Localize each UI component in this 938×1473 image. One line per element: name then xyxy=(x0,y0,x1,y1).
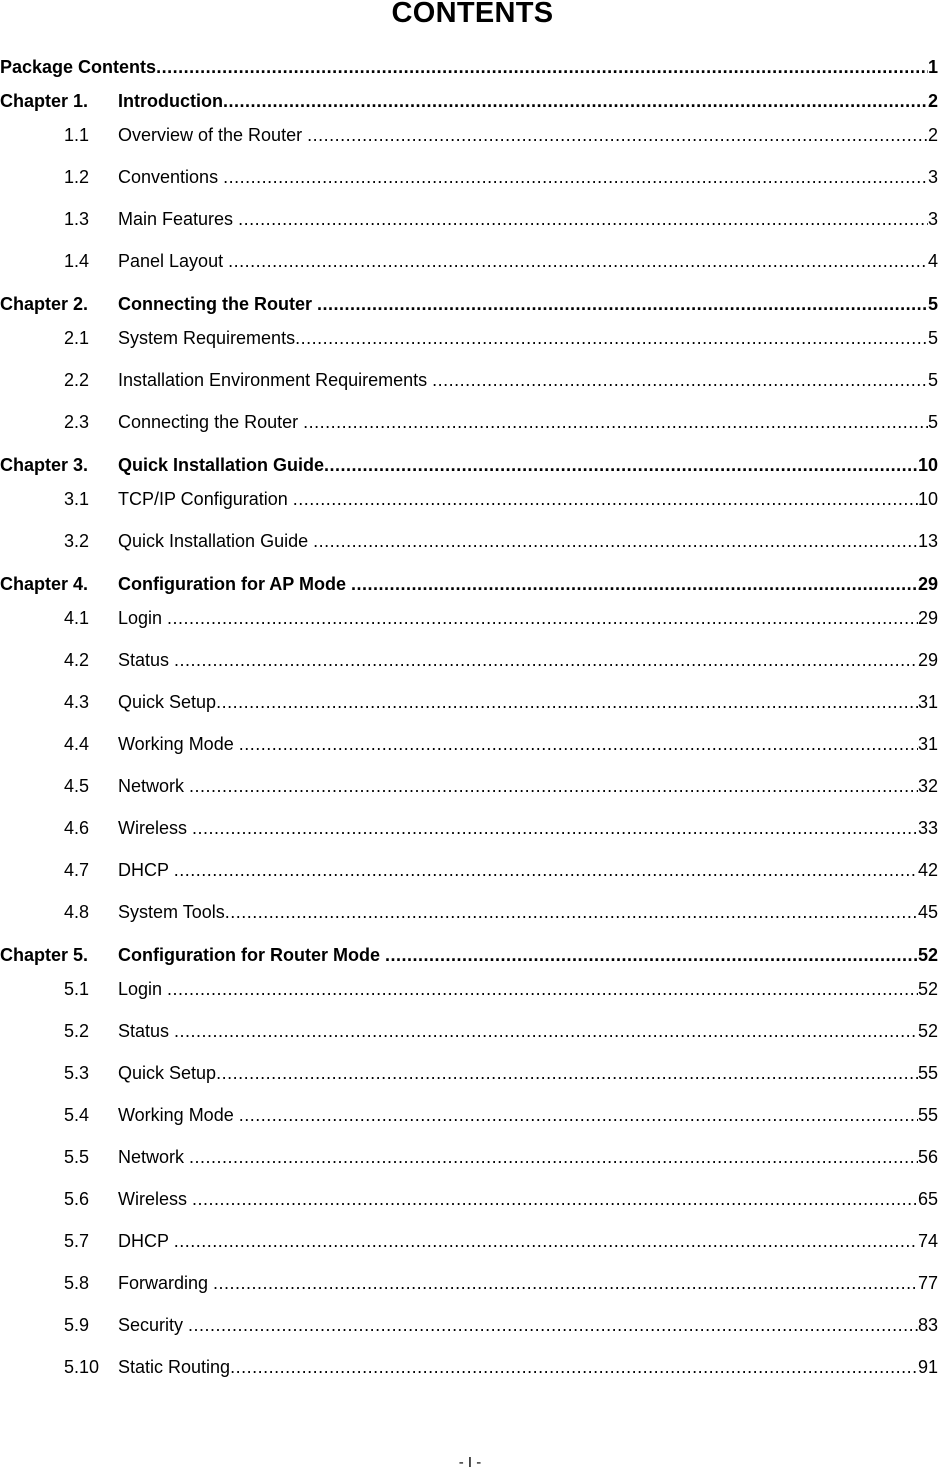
toc-entry-page-number: 52 xyxy=(917,979,938,999)
toc-entry-number: 4.2 xyxy=(64,650,90,670)
toc-section-entry[interactable] xyxy=(0,689,938,715)
toc-entry-leader-line xyxy=(118,528,938,554)
toc-section-entry[interactable] xyxy=(0,1186,938,1212)
toc-dot-leader xyxy=(156,54,928,80)
toc-entry-leader-line xyxy=(118,248,938,274)
toc-entry-label: Working Mode xyxy=(118,1105,239,1125)
toc-entry-leader-line xyxy=(118,605,938,631)
toc-entry-number: 5.8 xyxy=(64,1273,90,1293)
toc-entry-label: Wireless xyxy=(118,1189,193,1209)
toc-dot-leader xyxy=(174,1018,918,1044)
toc-entry-label: Introduction xyxy=(118,91,223,111)
toc-entry-number: 2.1 xyxy=(64,328,90,348)
toc-entry-label: Login xyxy=(118,608,168,628)
toc-entry-label: Forwarding xyxy=(118,1273,214,1293)
toc-entry-number: 5.3 xyxy=(64,1063,90,1083)
toc-entry-leader-line xyxy=(118,976,938,1002)
toc-section-entry[interactable] xyxy=(0,367,938,393)
toc-entry-label: Security xyxy=(118,1315,189,1335)
toc-dot-leader xyxy=(192,815,918,841)
toc-dot-leader xyxy=(293,486,918,512)
toc-dot-leader xyxy=(295,325,928,351)
toc-entry-number: 4.8 xyxy=(64,902,90,922)
toc-entry-label: Main Features xyxy=(118,209,239,229)
toc-entry-page-number: 55 xyxy=(917,1105,938,1125)
toc-entry-label: System Tools xyxy=(118,902,225,922)
toc-entry-leader-line xyxy=(118,325,938,351)
toc-entry-label: Network xyxy=(118,1147,190,1167)
toc-dot-leader xyxy=(313,528,918,554)
toc-entry-page-number: 31 xyxy=(917,692,938,712)
toc-entry-page-number: 29 xyxy=(917,608,938,628)
toc-dot-leader xyxy=(167,976,918,1002)
toc-entry-leader-line xyxy=(118,452,938,478)
toc-entry-number: 5.5 xyxy=(64,1147,90,1167)
toc-section-entry[interactable] xyxy=(0,647,938,673)
toc-section-entry[interactable] xyxy=(0,731,938,757)
toc-entry-number: 1.1 xyxy=(64,125,90,145)
toc-dot-leader xyxy=(192,1186,918,1212)
toc-entry-label: DHCP xyxy=(118,860,174,880)
toc-entry-page-number: 32 xyxy=(917,776,938,796)
toc-entry-page-number: 1 xyxy=(927,57,938,77)
toc-entry-label: Login xyxy=(118,979,168,999)
toc-dot-leader xyxy=(216,689,918,715)
toc-section-entry[interactable] xyxy=(0,1018,938,1044)
toc-entry-label: Quick Setup xyxy=(118,1063,217,1083)
page-title: CONTENTS xyxy=(391,0,554,29)
toc-entry-number: 1.4 xyxy=(64,251,90,271)
toc-entry-leader-line xyxy=(118,899,938,925)
toc-entry-page-number: 10 xyxy=(917,455,938,475)
toc-entry-number: 5.4 xyxy=(64,1105,90,1125)
toc-entry-page-number: 10 xyxy=(917,489,938,509)
toc-entry-number: 3.2 xyxy=(64,531,90,551)
toc-dot-leader xyxy=(174,857,918,883)
toc-entry-page-number: 33 xyxy=(917,818,938,838)
toc-dot-leader xyxy=(189,773,918,799)
toc-entry-page-number: 31 xyxy=(917,734,938,754)
toc-section-entry[interactable] xyxy=(0,1270,938,1296)
toc-section-entry[interactable] xyxy=(0,409,938,435)
toc-section-entry[interactable] xyxy=(0,528,938,554)
toc-section-entry[interactable] xyxy=(0,815,938,841)
toc-entry-leader-line xyxy=(118,122,938,148)
toc-entry-label: Working Mode xyxy=(118,734,239,754)
toc-entry-leader-line xyxy=(118,773,938,799)
toc-entry-leader-line xyxy=(118,1144,938,1170)
toc-entry-number: Chapter 3. xyxy=(0,455,89,475)
toc-entry-leader-line xyxy=(118,1228,938,1254)
toc-entry-number: 3.1 xyxy=(64,489,90,509)
toc-entry-leader-line xyxy=(118,88,938,114)
toc-entry-page-number: 29 xyxy=(917,650,938,670)
toc-dot-leader xyxy=(230,1354,918,1380)
toc-entry-number: 1.2 xyxy=(64,167,90,187)
toc-entry-number: 5.7 xyxy=(64,1231,90,1251)
toc-entry-label: Configuration for AP Mode xyxy=(118,574,351,594)
toc-dot-leader xyxy=(223,164,928,190)
toc-entry-page-number: 5 xyxy=(927,370,938,390)
toc-section-entry[interactable] xyxy=(0,122,938,148)
toc-chapter-entry[interactable] xyxy=(0,291,938,317)
toc-entry-leader-line xyxy=(118,1102,938,1128)
toc-chapter-entry[interactable] xyxy=(0,452,938,478)
toc-entry-number: 4.5 xyxy=(64,776,90,796)
toc-section-entry[interactable] xyxy=(0,1060,938,1086)
toc-entry-page-number: 5 xyxy=(927,328,938,348)
toc-entry-page-number: 91 xyxy=(917,1357,938,1377)
toc-section-entry[interactable] xyxy=(0,773,938,799)
toc-entry-leader-line xyxy=(118,571,938,597)
toc-entry-page-number: 77 xyxy=(917,1273,938,1293)
toc-entry-label: Quick Installation Guide xyxy=(118,531,314,551)
toc-entry-leader-line xyxy=(118,942,938,968)
toc-chapter-entry[interactable] xyxy=(0,571,938,597)
toc-dot-leader xyxy=(303,409,928,435)
toc-dot-leader xyxy=(167,605,918,631)
toc-entry-page-number: 55 xyxy=(917,1063,938,1083)
toc-entry-number: 5.9 xyxy=(64,1315,90,1335)
toc-entry-page-number: 65 xyxy=(917,1189,938,1209)
toc-entry-leader-line xyxy=(118,731,938,757)
toc-entry-number: Chapter 2. xyxy=(0,294,89,314)
toc-entry-leader-line xyxy=(118,486,938,512)
toc-entry-label: Overview of the Router xyxy=(118,125,308,145)
toc-entry-leader-line xyxy=(118,815,938,841)
toc-entry-page-number: 3 xyxy=(927,209,938,229)
toc-dot-leader xyxy=(307,122,928,148)
toc-entry-label: Status xyxy=(118,1021,175,1041)
toc-section-entry[interactable] xyxy=(0,976,938,1002)
toc-entry-number: 5.1 xyxy=(64,979,90,999)
toc-section-entry[interactable] xyxy=(0,857,938,883)
toc-entry-label: Quick Installation Guide xyxy=(118,455,325,475)
toc-entry-label: Conventions xyxy=(118,167,224,187)
toc-entry-leader-line xyxy=(118,1270,938,1296)
toc-entry-page-number: 13 xyxy=(917,531,938,551)
toc-entry-leader-line xyxy=(118,409,938,435)
toc-entry-label: Configuration for Router Mode xyxy=(118,945,385,965)
toc-entry-page-number: 74 xyxy=(917,1231,938,1251)
toc-dot-leader xyxy=(189,1144,918,1170)
toc-entry-number: 4.4 xyxy=(64,734,90,754)
toc-dot-leader xyxy=(188,1312,918,1338)
toc-entry-page-number: 3 xyxy=(927,167,938,187)
toc-entry-leader-line xyxy=(118,1312,938,1338)
toc-entry-number: 4.3 xyxy=(64,692,90,712)
toc-entry-number: 5.10 xyxy=(64,1357,100,1377)
toc-entry-leader-line xyxy=(118,1354,938,1380)
toc-entry-number: 5.6 xyxy=(64,1189,90,1209)
toc-entry-number: 4.1 xyxy=(64,608,90,628)
toc-entry-number: Chapter 1. xyxy=(0,91,89,111)
toc-dot-leader xyxy=(432,367,928,393)
toc-entry-page-number: 2 xyxy=(927,125,938,145)
toc-section-entry[interactable] xyxy=(0,1312,938,1338)
toc-entry-page-number: 45 xyxy=(917,902,938,922)
toc-entry-leader-line xyxy=(118,1018,938,1044)
toc-entry-number: 2.2 xyxy=(64,370,90,390)
toc-entry-label: TCP/IP Configuration xyxy=(118,489,293,509)
toc-entry-number: 4.7 xyxy=(64,860,90,880)
toc-entry-leader-line xyxy=(118,1186,938,1212)
toc-entry-label: Package Contents xyxy=(0,57,157,77)
toc-dot-leader xyxy=(213,1270,918,1296)
toc-dot-leader xyxy=(174,647,918,673)
toc-dot-leader xyxy=(174,1228,918,1254)
toc-section-entry[interactable] xyxy=(0,248,938,274)
toc-dot-leader xyxy=(216,1060,918,1086)
toc-entry-page-number: 4 xyxy=(927,251,938,271)
toc-entry-leader-line xyxy=(118,367,938,393)
toc-dot-leader xyxy=(223,88,928,114)
toc-entry-page-number: 5 xyxy=(927,294,938,314)
toc-dot-leader xyxy=(317,291,928,317)
toc-entry-number: Chapter 4. xyxy=(0,574,89,594)
toc-entry-page-number: 5 xyxy=(927,412,938,432)
toc-section-entry[interactable] xyxy=(0,605,938,631)
toc-entry-leader-line xyxy=(118,164,938,190)
toc-section-entry[interactable] xyxy=(0,206,938,232)
toc-entry-page-number: 29 xyxy=(917,574,938,594)
toc-entry-page-number: 56 xyxy=(917,1147,938,1167)
toc-dot-leader xyxy=(225,899,918,925)
toc-entry-number: 2.3 xyxy=(64,412,90,432)
toc-section-entry[interactable] xyxy=(0,325,938,351)
toc-section-entry[interactable] xyxy=(0,1144,938,1170)
toc-dot-leader xyxy=(351,571,918,597)
toc-entry-leader-line xyxy=(0,54,938,80)
toc-entry-label: Panel Layout xyxy=(118,251,229,271)
toc-section-entry[interactable] xyxy=(0,1228,938,1254)
toc-entry-label: System Requirements xyxy=(118,328,296,348)
toc-entry-page-number: 83 xyxy=(917,1315,938,1335)
toc-entry-label: Quick Setup xyxy=(118,692,217,712)
toc-dot-leader xyxy=(324,452,918,478)
toc-entry-label: Connecting the Router xyxy=(118,294,317,314)
toc-entry-page-number: 2 xyxy=(927,91,938,111)
toc-entry-label: Status xyxy=(118,650,175,670)
toc-entry-leader-line xyxy=(118,857,938,883)
toc-dot-leader xyxy=(228,248,928,274)
toc-dot-leader xyxy=(239,1102,918,1128)
toc-entry-label: DHCP xyxy=(118,1231,174,1251)
toc-entry-number: 4.6 xyxy=(64,818,90,838)
toc-entry-label: Installation Environment Requirements xyxy=(118,370,433,390)
toc-entry-number: 1.3 xyxy=(64,209,90,229)
toc-section-entry[interactable] xyxy=(0,486,938,512)
toc-entry-leader-line xyxy=(118,206,938,232)
toc-section-entry[interactable] xyxy=(0,164,938,190)
toc-entry-label: Connecting the Router xyxy=(118,412,304,432)
toc-entry-leader-line xyxy=(118,291,938,317)
toc-entry-number: Chapter 5. xyxy=(0,945,89,965)
toc-entry-page-number: 52 xyxy=(917,1021,938,1041)
toc-entry-label: Static Routing xyxy=(118,1357,231,1377)
toc-entry-page-number: 42 xyxy=(917,860,938,880)
page-number-footer: - I - xyxy=(458,1454,482,1471)
toc-entry-leader-line xyxy=(118,689,938,715)
toc-dot-leader xyxy=(385,942,918,968)
toc-entry-leader-line xyxy=(118,1060,938,1086)
toc-entry-number: 5.2 xyxy=(64,1021,90,1041)
toc-entry-page-number: 52 xyxy=(917,945,938,965)
toc-section-entry[interactable] xyxy=(0,899,938,925)
toc-dot-leader xyxy=(239,731,918,757)
toc-chapter-entry[interactable] xyxy=(0,942,938,968)
toc-chapter-entry[interactable] xyxy=(0,54,938,80)
toc-section-entry[interactable] xyxy=(0,1102,938,1128)
toc-entry-leader-line xyxy=(118,647,938,673)
toc-chapter-entry[interactable] xyxy=(0,88,938,114)
toc-entry-label: Network xyxy=(118,776,190,796)
toc-dot-leader xyxy=(238,206,928,232)
toc-section-entry[interactable] xyxy=(0,1354,938,1380)
toc-entry-label: Wireless xyxy=(118,818,193,838)
